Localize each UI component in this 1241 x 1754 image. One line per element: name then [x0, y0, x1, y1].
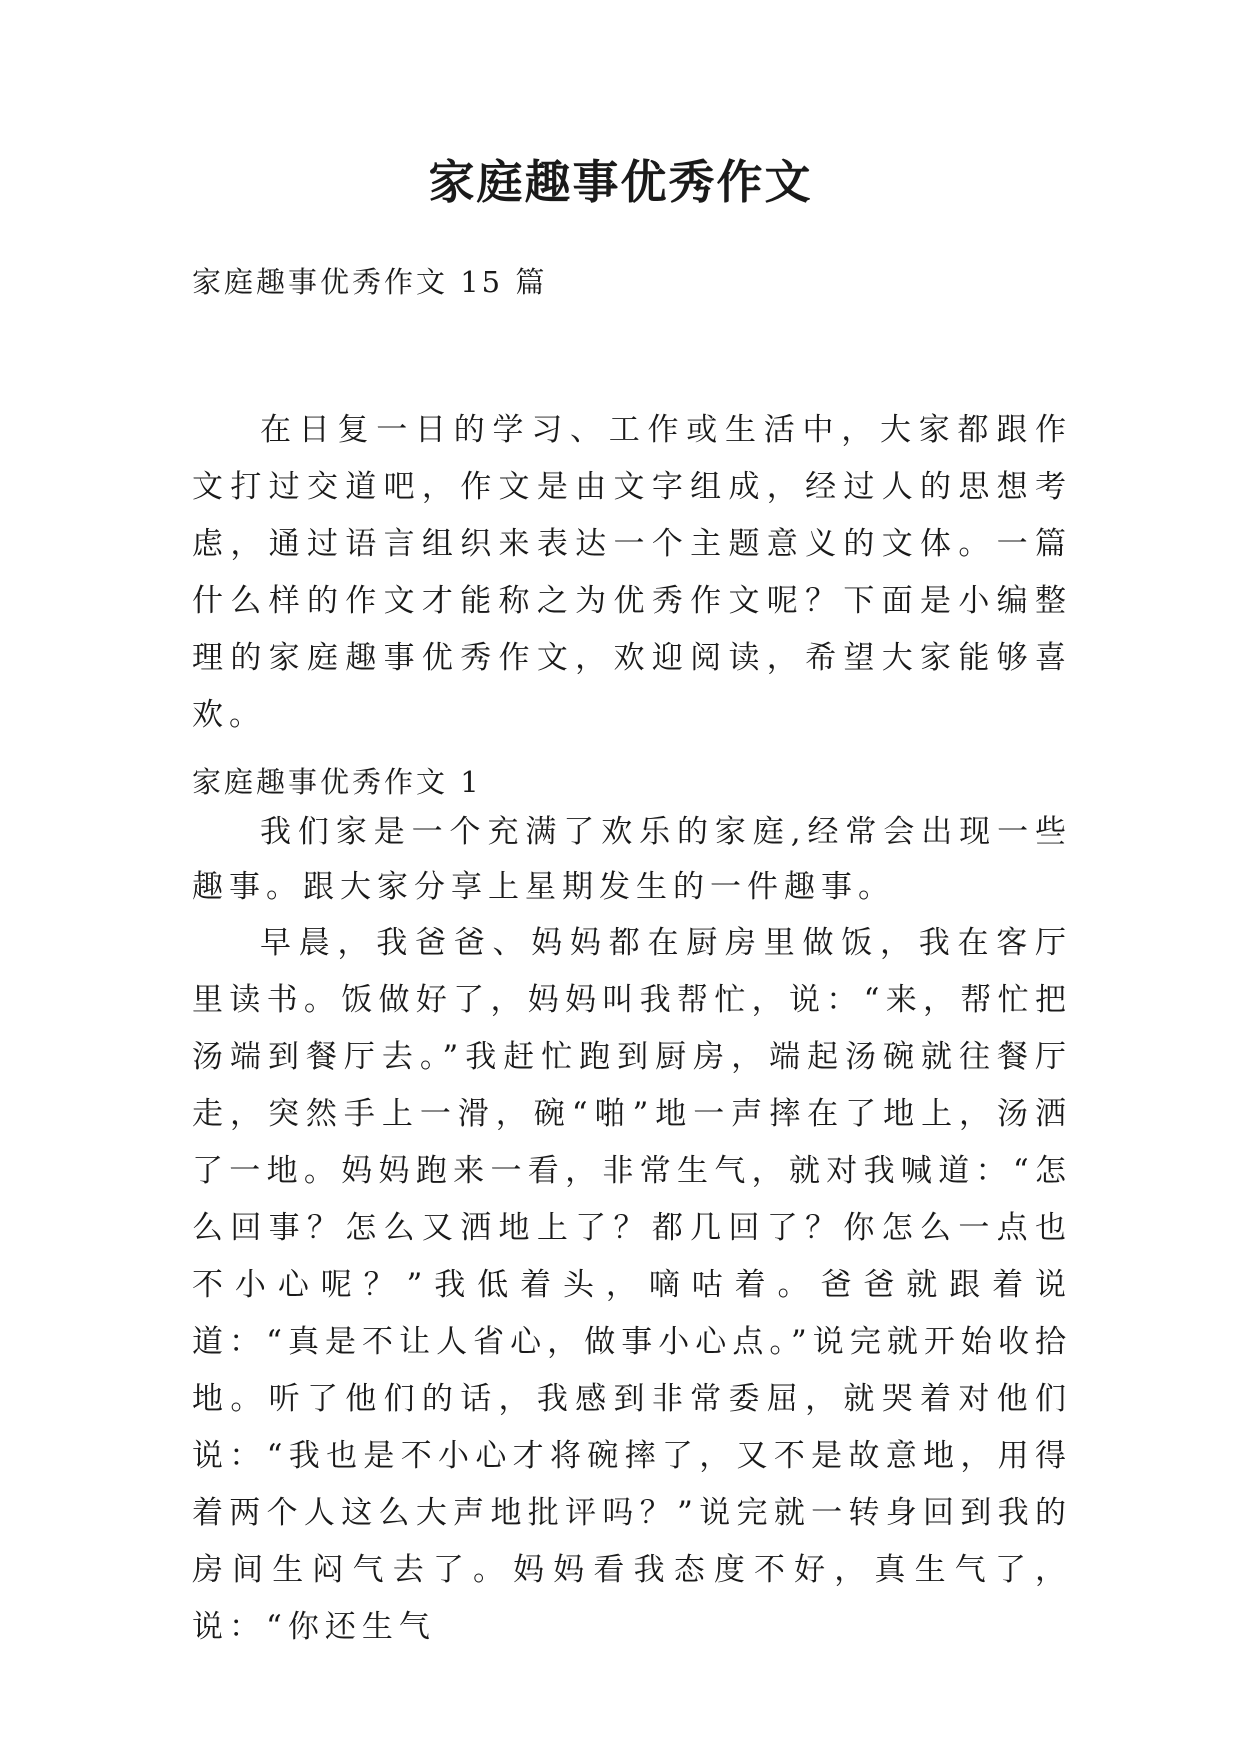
body-paragraph: 我们家是一个充满了欢乐的家庭,经常会出现一些趣事。跟大家分享上星期发生的一件趣事。 [192, 814, 1072, 905]
intro-paragraph: 在日复一日的学习、工作或生活中，大家都跟作文打过交道吧，作文是由文字组成，经过人的思想考虑，通过语言组织来表达一个主题意义的文体。一篇什么样的作文才能称之为优秀作文呢？下面是小编整理的家庭趣事优秀作文，欢迎阅读，希望大家能够喜欢。 [192, 412, 1072, 733]
section-heading: 家庭趣事优秀作文 1 [192, 765, 482, 799]
document-title: 家庭趣事优秀作文 [428, 155, 813, 209]
document-subtitle: 家庭趣事优秀作文 15 篇 [192, 265, 548, 299]
body-paragraph: 早晨，我爸爸、妈妈都在厨房里做饭，我在客厅里读书。饭做好了，妈妈叫我帮忙，说：“来，帮忙把汤端到餐厅去。”我赶忙跑到厨房，端起汤碗就往餐厅走，突然手上一滑，碗“啪”地一声摔在了地上，汤洒了一地。妈妈跑来一看，非常生气，就对我喊道：“怎么回事？怎么又洒地上了？都几回了？你怎么一点也不小心呢？”我低着头，嘀咕着。爸爸就跟着说道：“真是不让人省心，做事小心点。”说完就开始收拾地。听了他们的话，我感到非常委屈，就哭着对他们说：“我也是不小心才将碗摔了，又不是故意地，用得着两个人这么大声地批评吗？”说完就一转身回到我的房间生闷气去了。妈妈看我态度不好，真生气了，说：“你还生气 [192, 925, 1072, 1645]
